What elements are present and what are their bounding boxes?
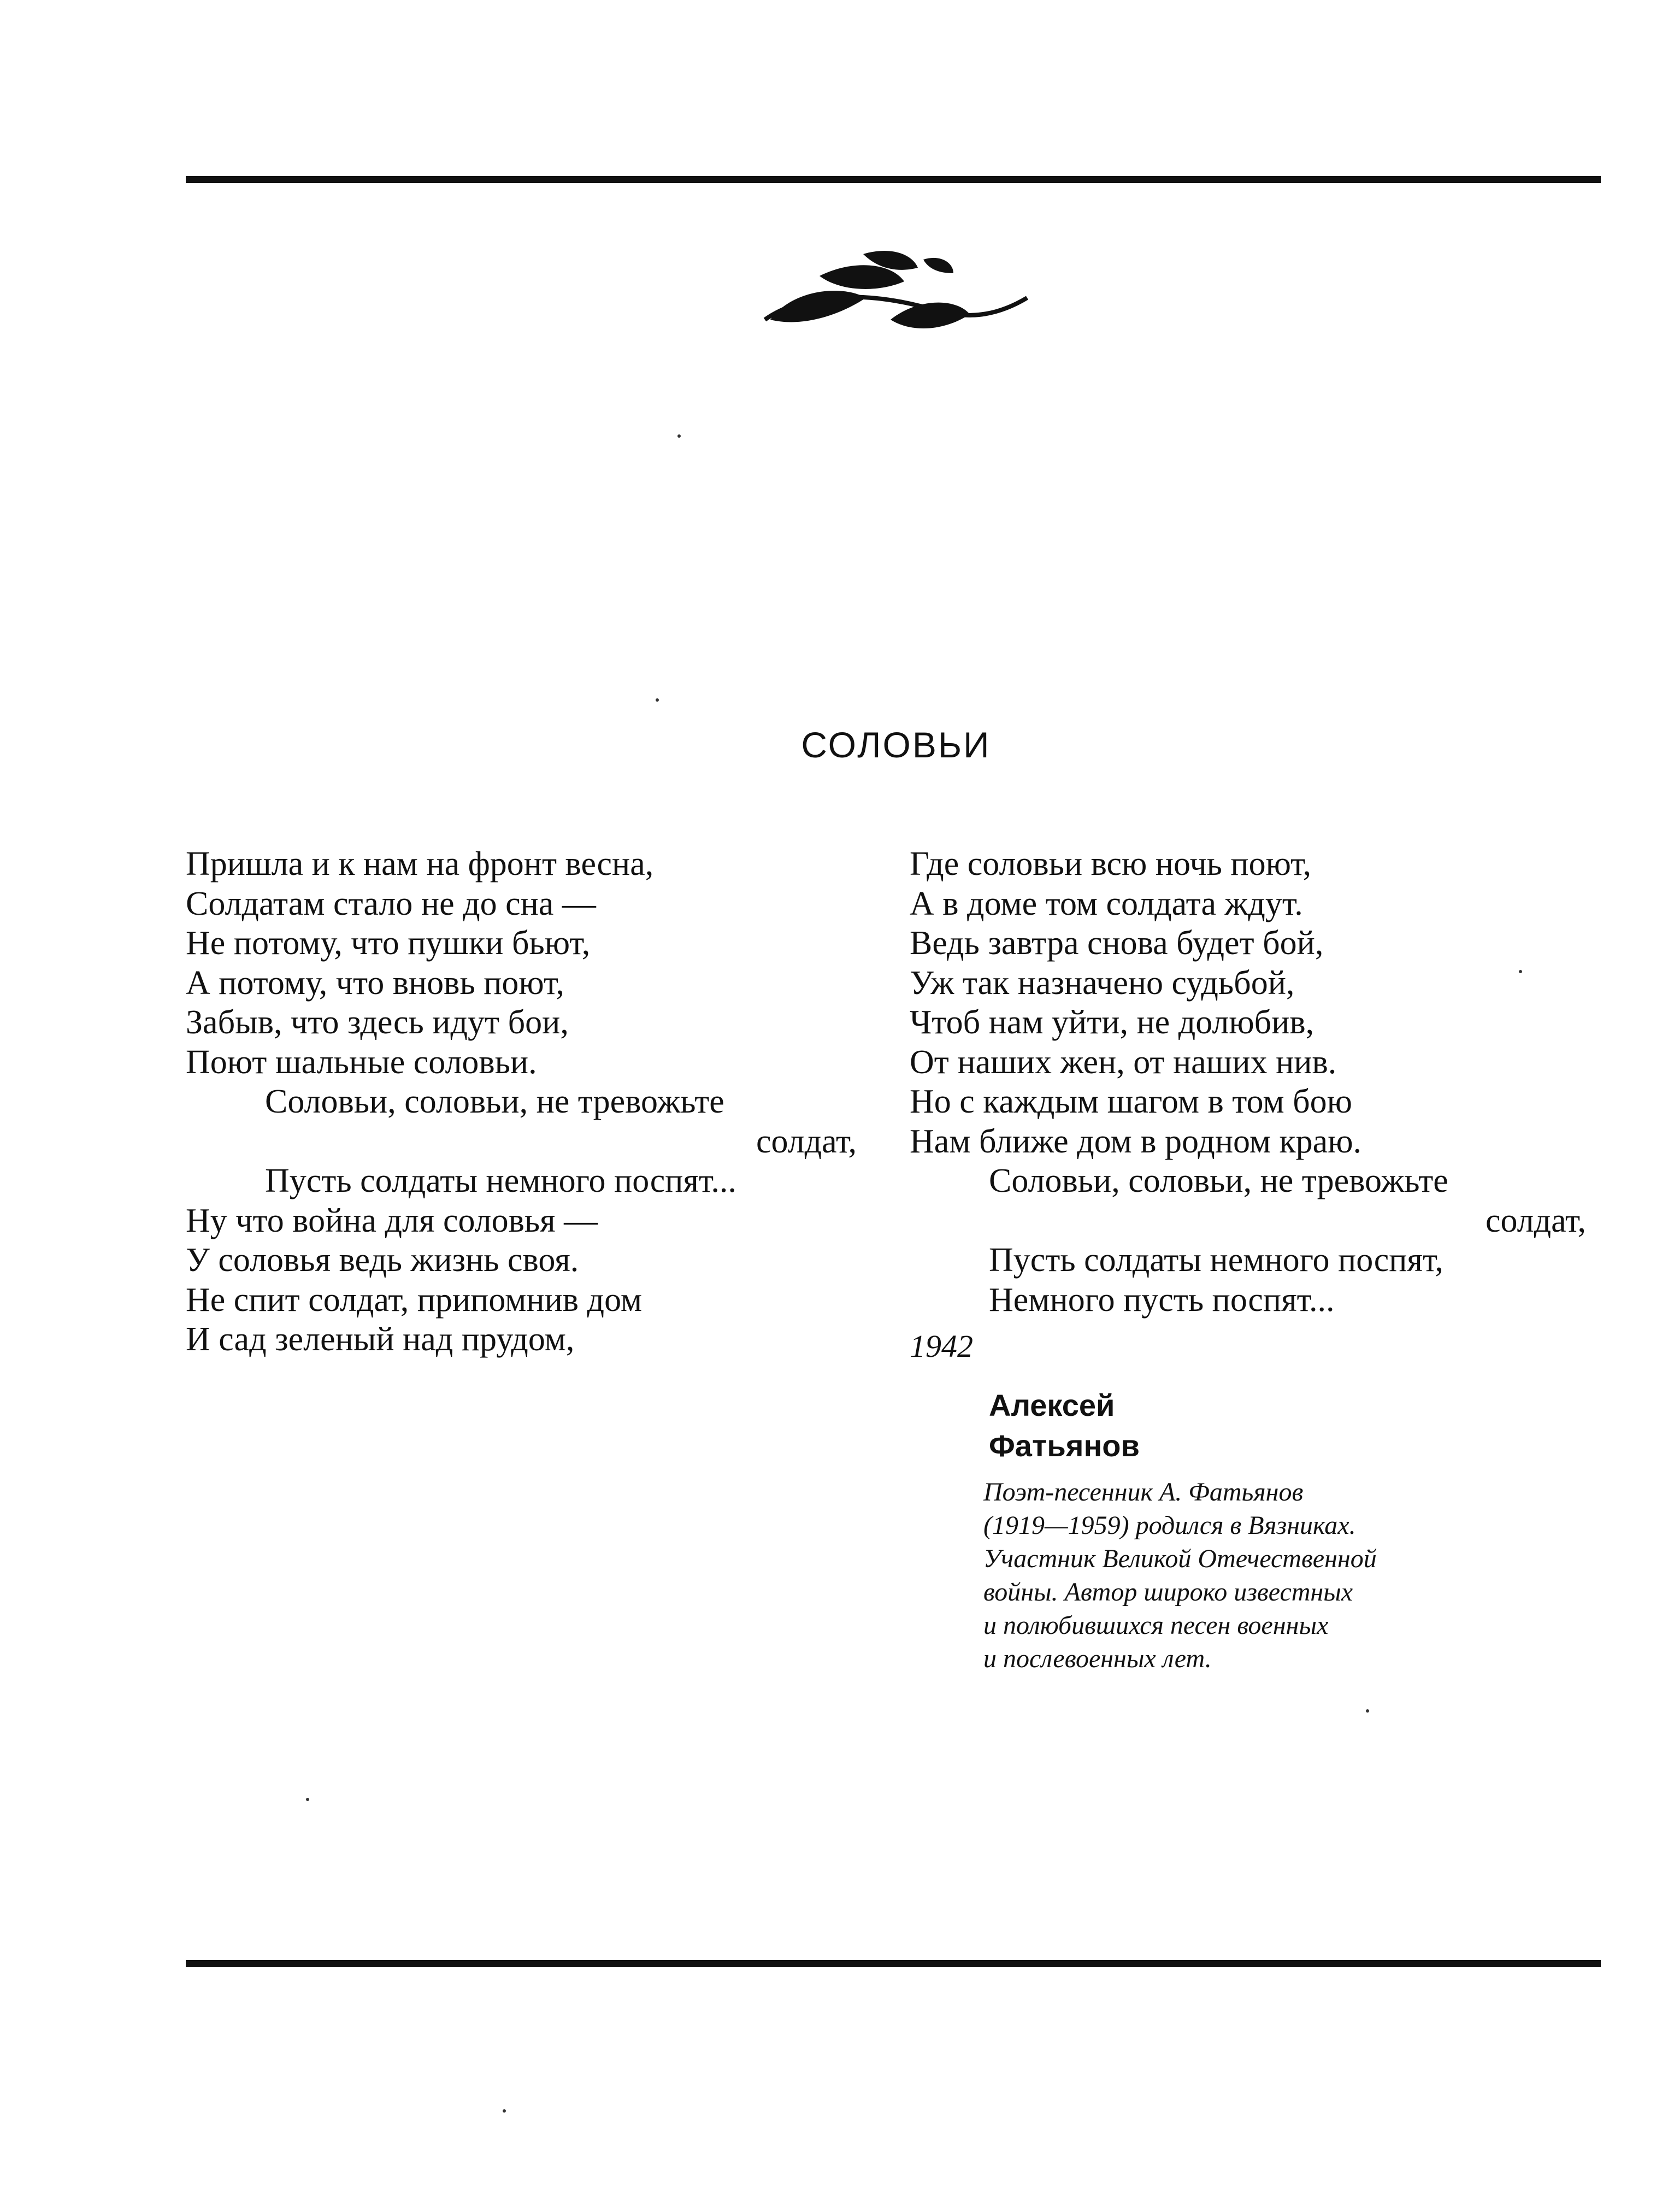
poem-line: От наших жен, от наших нив. xyxy=(910,1043,1337,1081)
poem-line: Уж так назначено судьбой, xyxy=(910,964,1295,1002)
refrain-line-continuation: солдат, xyxy=(756,1122,857,1160)
scan-speck xyxy=(503,2109,506,2113)
refrain-line: Немного пусть поспят... xyxy=(989,1281,1335,1319)
refrain-line-continuation: солдат, xyxy=(1485,1202,1586,1239)
scan-speck xyxy=(656,698,659,702)
poem-line: Поют шальные соловьи. xyxy=(186,1043,537,1081)
scan-speck xyxy=(677,434,681,438)
scan-speck xyxy=(1366,1709,1369,1713)
author-bio xyxy=(983,1475,1584,1675)
poem-line: Нам ближе дом в родном краю. xyxy=(910,1122,1362,1160)
poem-right-column xyxy=(910,844,1593,1320)
poem-line: У соловья ведь жизнь своя. xyxy=(186,1242,579,1279)
refrain-line: Соловьи, соловьи, не тревожьте xyxy=(265,1083,724,1120)
author-first-name: Алексей xyxy=(989,1388,1115,1422)
refrain-line: Соловьи, соловьи, не тревожьте xyxy=(989,1162,1448,1199)
poem-line: Где соловьи всю ночь поют, xyxy=(910,845,1312,883)
poem-line: Но с каждым шагом в том бою xyxy=(910,1083,1352,1120)
laurel-branch-icon xyxy=(759,238,1033,342)
scan-speck xyxy=(1519,970,1522,973)
poem-line: Не потому, что пушки бьют, xyxy=(186,925,591,962)
bio-line: и послевоенных лет. xyxy=(983,1644,1212,1673)
poem-line: Солдатам стало не до сна — xyxy=(186,885,596,922)
top-rule xyxy=(186,176,1601,183)
bottom-rule xyxy=(186,1960,1601,1967)
author-last-name: Фатьянов xyxy=(989,1428,1140,1463)
author-name xyxy=(989,1385,1140,1466)
poem-line: Забыв, что здесь идут бои, xyxy=(186,1004,569,1041)
poem-left-column xyxy=(186,844,863,1360)
poem-line: Ну что война для соловья — xyxy=(186,1202,598,1239)
poem-line: А в доме том солдата ждут. xyxy=(910,885,1303,922)
bio-line: Поэт-песенник А. Фатьянов xyxy=(983,1478,1304,1507)
poem-line: Ведь завтра снова будет бой, xyxy=(910,925,1324,962)
bio-line: (1919—1959) родился в Вязниках. xyxy=(983,1511,1356,1540)
bio-line: и полюбившихся песен военных xyxy=(983,1611,1329,1640)
poem-title: СОЛОВЬИ xyxy=(801,725,991,765)
poem-line: Чтоб нам уйти, не долюбив, xyxy=(910,1004,1315,1041)
bio-line: войны. Автор широко известных xyxy=(983,1578,1353,1607)
refrain-line: Пусть солдаты немного поспят... xyxy=(265,1162,736,1199)
refrain-line: Пусть солдаты немного поспят, xyxy=(989,1242,1443,1279)
poem-line: Не спит солдат, припомнив дом xyxy=(186,1281,643,1319)
bio-line: Участник Великой Отечественной xyxy=(983,1544,1377,1573)
poem-line: Пришла и к нам на фронт весна, xyxy=(186,845,654,883)
poem-line: И сад зеленый над прудом, xyxy=(186,1321,575,1358)
poem-year: 1942 xyxy=(910,1328,973,1364)
poem-line: А потому, что вновь поют, xyxy=(186,964,564,1002)
scan-speck xyxy=(306,1798,309,1801)
